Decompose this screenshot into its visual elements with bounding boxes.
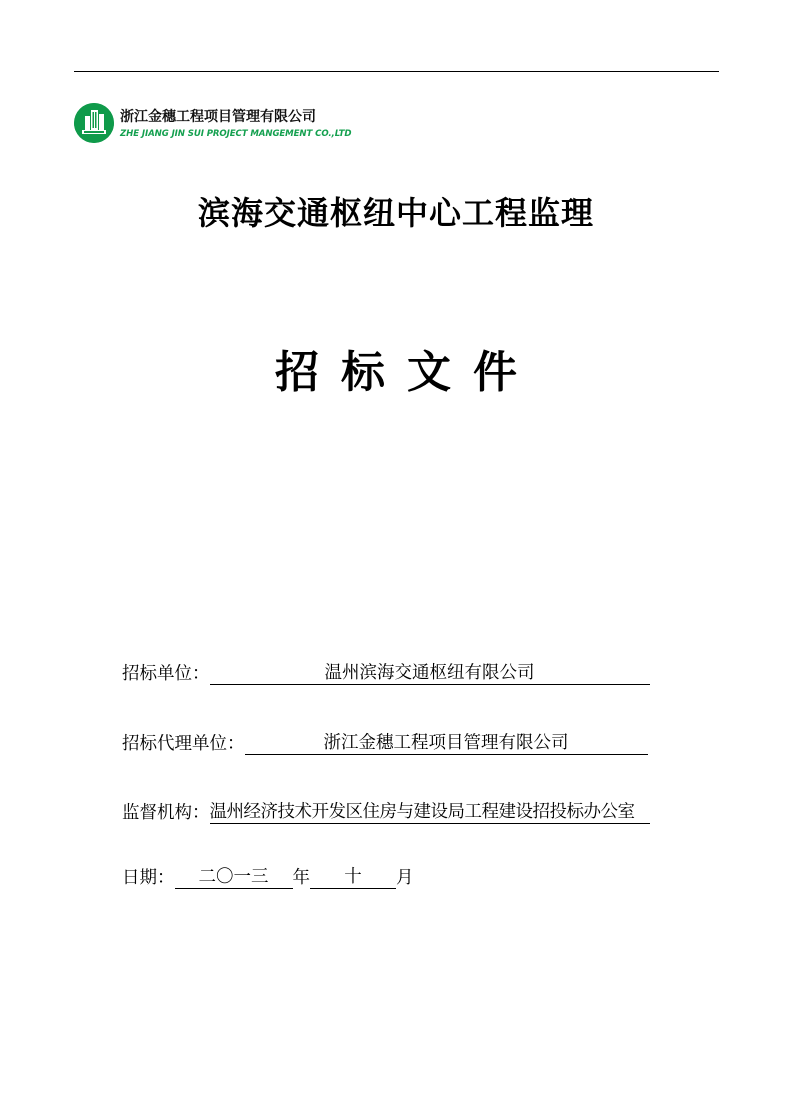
project-title: 滨海交通枢纽中心工程监理	[197, 194, 594, 232]
tenderer-label: 招标单位：	[122, 664, 210, 684]
agent-value: 浙江金穗工程项目管理有限公司	[245, 733, 648, 755]
agent-row	[122, 730, 648, 755]
company-name-en: ZHE JIANG JIN SUI PROJECT MANGEMENT CO.,LTD	[120, 129, 352, 139]
company-logo-icon	[74, 103, 114, 143]
top-divider	[74, 71, 719, 72]
date-month: 十	[310, 867, 396, 889]
date-year: 二〇一三	[175, 867, 293, 889]
tenderer-value: 温州滨海交通枢纽有限公司	[210, 663, 650, 685]
date-row	[122, 864, 414, 889]
date-label: 日期：	[122, 868, 175, 888]
agent-label: 招标代理单位：	[122, 734, 245, 754]
document-title: 招标文件	[275, 347, 539, 398]
date-year-unit: 年	[292, 868, 310, 888]
tenderer-row	[122, 660, 650, 685]
date-month-unit: 月	[396, 868, 414, 888]
supervisor-value: 温州经济技术开发区住房与建设局工程建设招投标办公室	[210, 802, 650, 824]
company-name-cn: 浙江金穗工程项目管理有限公司	[120, 109, 316, 125]
supervisor-label: 监督机构：	[122, 803, 210, 823]
supervisor-row	[122, 799, 650, 824]
